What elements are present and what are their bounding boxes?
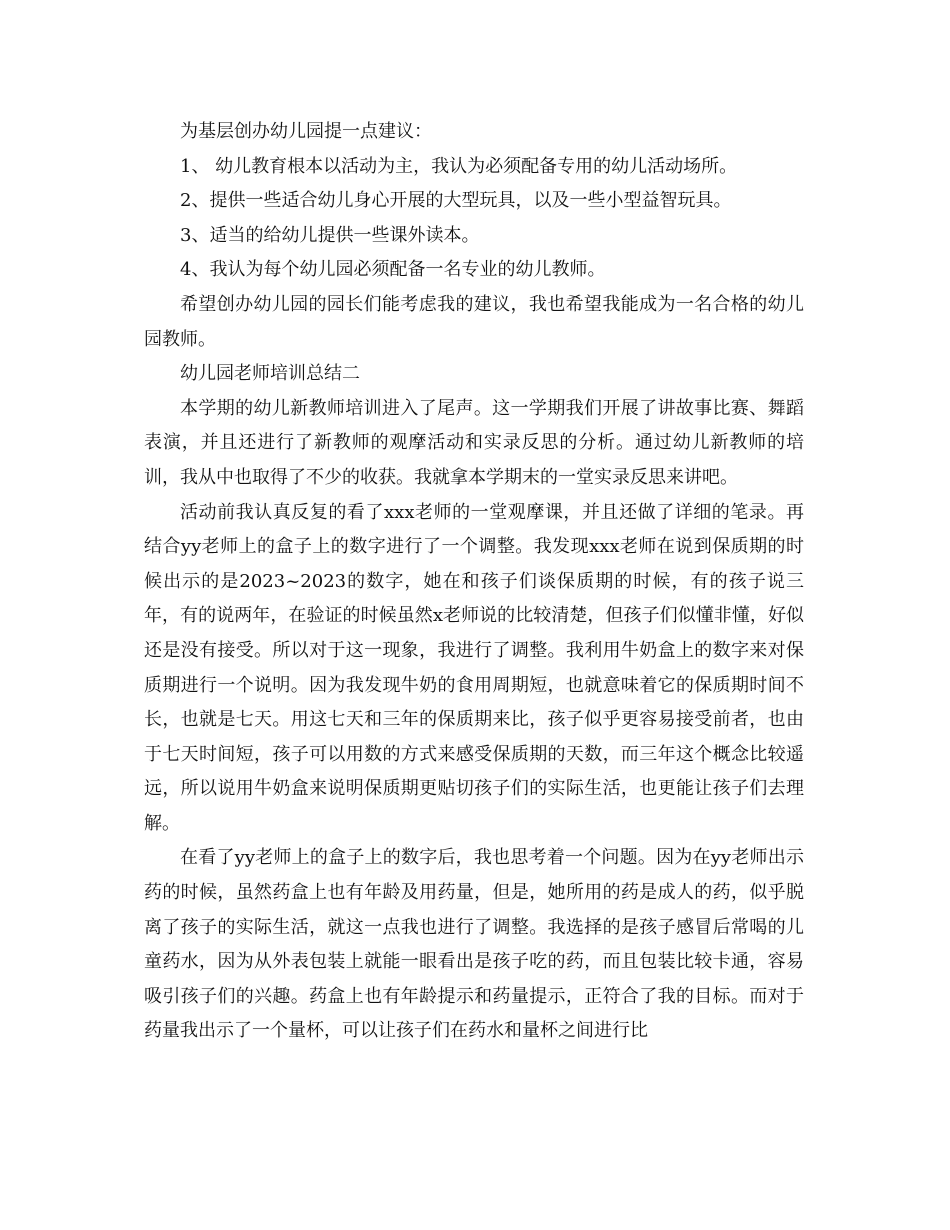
paragraph-medicine-box: 在看了yy老师上的盒子上的数字后，我也思考着一个问题。因为在yy老师出示药的时候，虽然药盒上也有年龄及用药量，但是，她所用的药是成人的药，似乎脱离了孩子的实际生活，就这一点我也进行了调整。我选择的是孩子感冒后常喝的儿童药水，因为从外表包装上就能一眼看出是孩子吃的药，而且包装比较卡通，容易吸引孩子们的兴趣。药盒上也有年龄提示和药量提示，正符合了我的目标。而对于药量我出示了一个量杯，可以让孩子们在药水和量杯之间进行比 [144,847,804,1042]
document-body [144,115,804,1049]
paragraph-suggestion-2: 2、提供一些适合幼儿身心开展的大型玩具，以及一些小型益智玩具。 [180,190,732,212]
paragraph-suggestion-3: 3、适当的给幼儿提供一些课外读本。 [180,224,480,246]
section-heading: 幼儿园老师培训总结二 [180,363,360,385]
paragraph-suggestion-intro: 为基层创办幼儿园提一点建议： [180,121,432,142]
paragraph-training-intro: 本学期的幼儿新教师培训进入了尾声。这一学期我们开展了讲故事比赛、舞蹈表演，并且还进行了新教师的观摩活动和实录反思的分析。通过幼儿新教师的培训，我从中也取得了不少的收获。我就拿本学期末的一堂实录反思来讲吧。 [144,397,804,488]
paragraph-suggestion-4: 4、我认为每个幼儿园必须配备一名专业的幼儿教师。 [180,259,606,281]
paragraph-milk-box: 活动前我认真反复的看了xxx老师的一堂观摩课，并且还做了详细的笔录。再结合yy老师上的盒子上的数字进行了一个调整。我发现xxx老师在说到保质期的时候出示的是2023~2023的数字，她在和孩子们谈保质期的时候，有的孩子说三年，有的说两年，在验证的时候虽然x老师说的比较清楚，但孩子们似懂非懂，好似还是没有接受。所以对于这一现象，我进行了调整。我利用牛奶盒上的数字来对保质期进行一个说明。因为我发现牛奶的食用周期短，也就意味着它的保质期时间不长，也就是七天。用这七天和三年的保质期来比，孩子似乎更容易接受前者，也由于七天时间短，孩子可以用数的方式来感受保质期的天数，而三年这个概念比较遥远，所以说用牛奶盒来说明保质期更贴切孩子们的实际生活，也更能让孩子们去理解。 [144,501,804,834]
paragraph-suggestion-1: 1、 幼儿教育根本以活动为主，我认为必须配备专用的幼儿活动场所。 [180,155,738,177]
paragraph-hope: 希望创办幼儿园的园长们能考虑我的建议，我也希望我能成为一名合格的幼儿园教师。 [144,293,804,350]
